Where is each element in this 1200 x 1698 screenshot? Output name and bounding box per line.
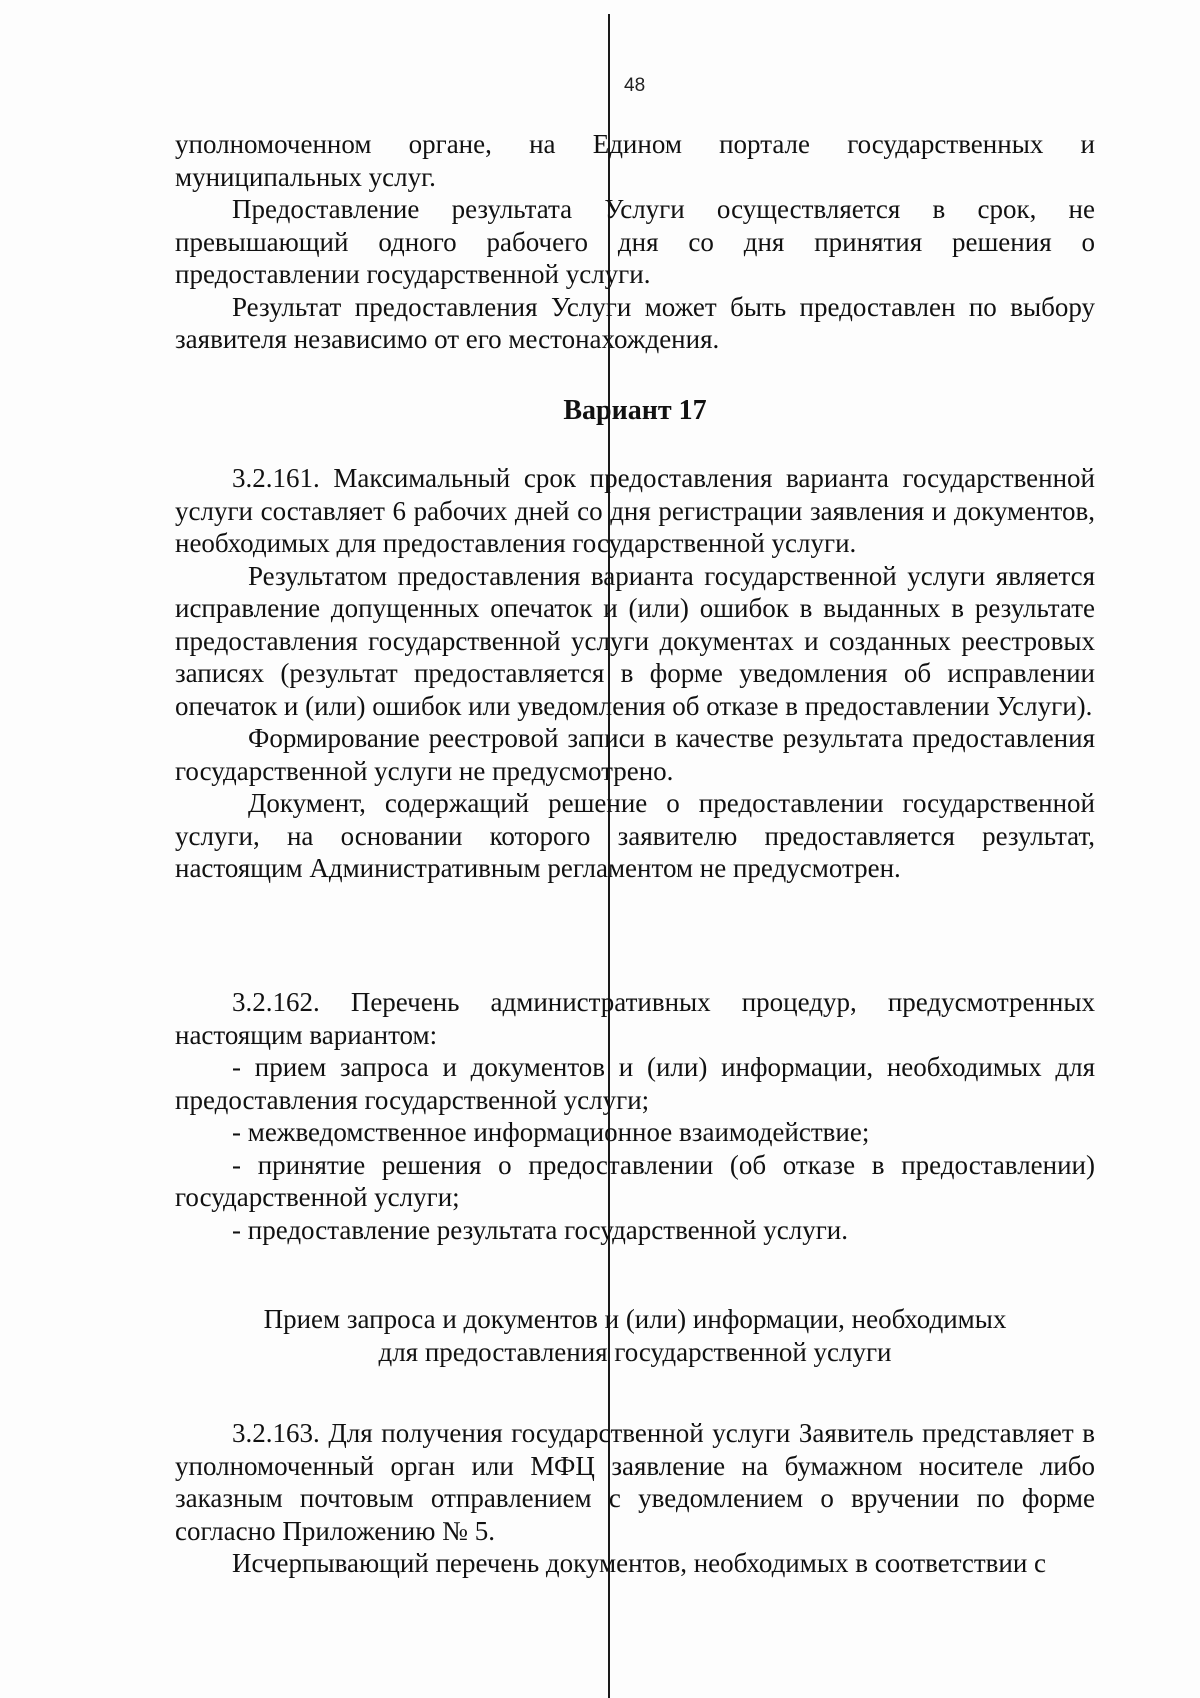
- paragraph: Исчерпывающий перечень документов, необходимых в соответствии с: [232, 1548, 1047, 1578]
- paragraph: Документ, содержащий решение о предоставлении государственной услуги, на основании которого заявителю предоставляется результат, настоящим Административным регламентом не предусмотрен.: [175, 788, 1095, 883]
- variant-heading: Вариант 17: [563, 395, 707, 426]
- text-block-request: [175, 1417, 1095, 1580]
- section-heading: [175, 1303, 1095, 1369]
- page-number: 48: [624, 75, 646, 96]
- list-item: - предоставление результата государственной услуги.: [232, 1214, 848, 1245]
- paragraph: Предоставление результата Услуги осуществляется в срок, не превышающий одного рабочего дня со дня принятия решения о предоставлении государственной услуги.: [175, 194, 1095, 289]
- text-block-procedures: [175, 986, 1095, 1246]
- list-item: - принятие решения о предоставлении (об отказе в предоставлении) государственной услуги;: [175, 1149, 1095, 1212]
- paragraph-3-2-162: 3.2.162. Перечень административных процедур, предусмотренных настоящим вариантом:: [175, 987, 1095, 1050]
- paragraph: Формирование реестровой записи в качестве результата предоставления государственной услуги не предусмотрено.: [175, 723, 1095, 786]
- section-heading-line: для предоставления государственной услуги: [378, 1337, 892, 1367]
- list-item: - прием запроса и документов и (или) информации, необходимых для предоставления государственной услуги;: [175, 1052, 1095, 1115]
- paragraph: уполномоченном органе, на Едином портале государственных и муниципальных услуг.: [175, 129, 1095, 192]
- list-item: - межведомственное информационное взаимодействие;: [232, 1117, 870, 1147]
- text-block-intro: [175, 128, 1095, 356]
- paragraph-3-2-163: 3.2.163. Для получения государственной услуги Заявитель представляет в уполномоченный орган или МФЦ заявление на бумажном носителе либо заказным почтовым отправлением с уведомлением о вручении по форме согласно Приложению № 5.: [175, 1418, 1095, 1546]
- paragraph-3-2-161: 3.2.161. Максимальный срок предоставления варианта государственной услуги составляет 6 рабочих дней со дня регистрации заявления и документов, необходимых для предоставления государственной услуги.: [175, 463, 1095, 558]
- paragraph: Результатом предоставления варианта государственной услуги является исправление допущенных опечаток и (или) ошибок в выданных в результате предоставления государственной услуги документах и созданных реестровых записях (результат предоставляется в форме уведомления об исправлении опечаток и (или) ошибок или уведомления об отказе в предоставлении Услуги).: [175, 560, 1095, 721]
- section-heading-line: Прием запроса и документов и (или) информации, необходимых: [263, 1304, 1007, 1334]
- paragraph: Результат предоставления Услуги может быть предоставлен по выбору заявителя независимо от его местонахождения.: [175, 291, 1095, 354]
- text-block-variant: [175, 462, 1095, 885]
